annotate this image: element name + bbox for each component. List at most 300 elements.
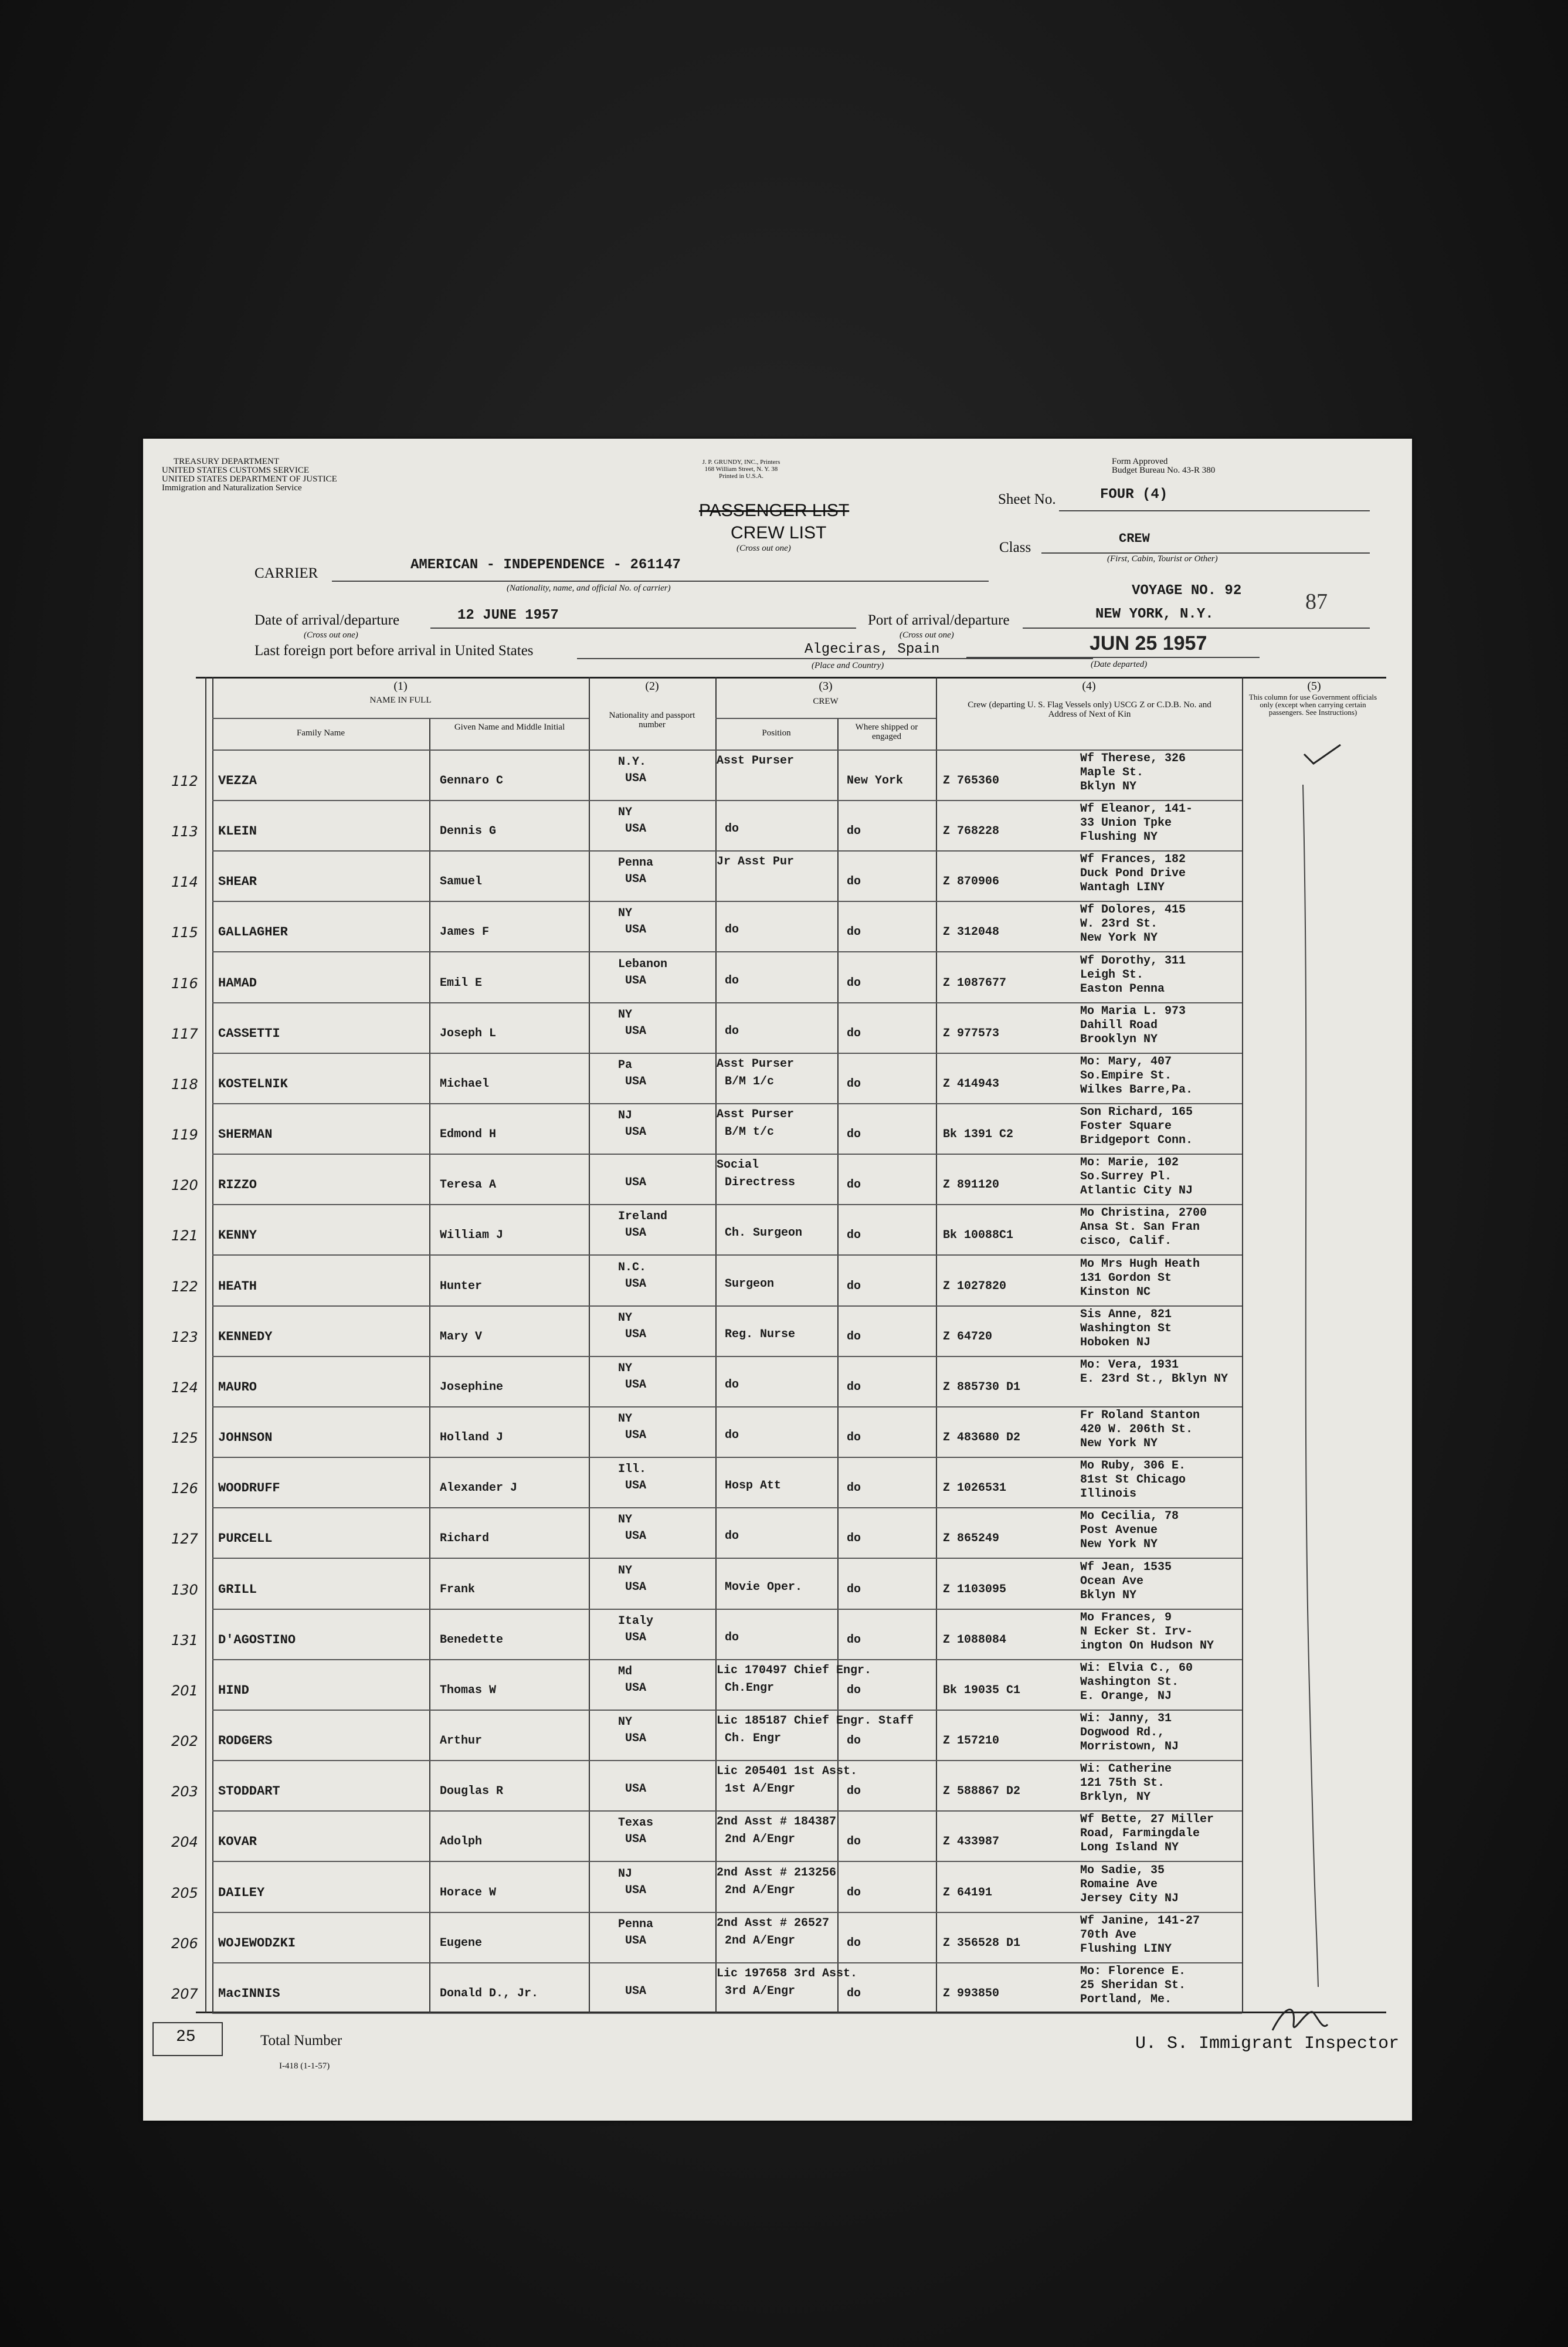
z-number: Z 993850 — [943, 1987, 1000, 2000]
kin-line2: Dahill Road — [1080, 1019, 1158, 1032]
kin-line1: Mo Ruby, 306 E. — [1080, 1459, 1186, 1473]
kin-line2: Washington St. — [1080, 1676, 1179, 1689]
position-line2: Directress — [725, 1176, 796, 1189]
z-number: Z 865249 — [943, 1532, 1000, 1545]
nationality: Texas — [618, 1816, 654, 1830]
carrier-value: AMERICAN - INDEPENDENCE - 261147 — [410, 557, 681, 573]
z-number: Z 765360 — [943, 774, 1000, 788]
position-line2: do — [725, 923, 739, 937]
col3-header: CREW — [813, 697, 839, 706]
shipped-at: do — [847, 1785, 861, 1798]
kin-line1: Wf Eleanor, 141- — [1080, 802, 1193, 816]
z-number: Z 1103095 — [943, 1583, 1007, 1596]
kin-line2: 81st St Chicago — [1080, 1473, 1186, 1487]
kin-line3: Brklyn, NY — [1080, 1790, 1151, 1804]
port-note: (Cross out one) — [900, 630, 954, 640]
position-line2: 3rd A/Engr — [725, 1985, 796, 1998]
family-name: GALLAGHER — [218, 925, 288, 940]
row-rule — [212, 951, 1242, 952]
col-rule — [837, 718, 839, 2013]
page-number: 87 — [1305, 589, 1328, 614]
shipped-at: do — [847, 1835, 861, 1849]
kin-line2: 121 75th St. — [1080, 1776, 1165, 1790]
z-number: Z 768228 — [943, 825, 1000, 838]
z-number: Z 870906 — [943, 875, 1000, 888]
z-number: Z 414943 — [943, 1077, 1000, 1091]
position-line2: Surgeon — [725, 1277, 775, 1291]
given-name: Samuel — [440, 875, 483, 888]
nationality: N.C. — [618, 1261, 647, 1274]
shipped-header: Where shipped or engaged — [855, 723, 918, 741]
line-number: 119 — [171, 1127, 198, 1143]
kin-line1: Wi: Elvia C., 60 — [1080, 1661, 1193, 1675]
nationality: Ill. — [618, 1463, 647, 1476]
nationality: NY — [618, 907, 633, 920]
nationality: NY — [618, 1564, 633, 1578]
kin-line1: Wf Janine, 141-27 — [1080, 1914, 1200, 1928]
nationality: Italy — [618, 1615, 654, 1628]
position-line1: 2nd Asst # 26527 — [717, 1917, 830, 1930]
z-number: Bk 1391 C2 — [943, 1128, 1014, 1141]
kin-line2: 33 Union Tpke — [1080, 816, 1172, 830]
kin-line3: Brooklyn NY — [1080, 1033, 1158, 1046]
given-name: Arthur — [440, 1734, 483, 1748]
given-name: Edmond H — [440, 1128, 497, 1141]
line-number: 115 — [171, 924, 198, 941]
kin-line2: N Ecker St. Irv- — [1080, 1625, 1193, 1639]
passport: USA — [625, 1732, 647, 1745]
margin-pencil-line — [1298, 785, 1333, 1987]
given-name: Alexander J — [440, 1481, 518, 1495]
line-number: 122 — [171, 1278, 198, 1295]
row-rule — [212, 1962, 1242, 1963]
z-number: Z 588867 D2 — [943, 1785, 1021, 1798]
kin-line1: Mo: Mary, 407 — [1080, 1055, 1172, 1069]
line-number: 120 — [171, 1177, 198, 1193]
shipped-at: do — [847, 1178, 861, 1192]
nationality: Penna — [618, 856, 654, 870]
line-number: 131 — [171, 1632, 198, 1649]
passport: USA — [625, 974, 647, 988]
line-number: 130 — [171, 1582, 198, 1598]
passport: USA — [625, 1782, 647, 1796]
line-number: 125 — [171, 1430, 198, 1446]
shipped-at: do — [847, 1381, 861, 1394]
position-line2: do — [725, 1631, 739, 1644]
kin-line1: Fr Roland Stanton — [1080, 1409, 1200, 1422]
z-number: Z 891120 — [943, 1178, 1000, 1192]
kin-line3: Flushing LINY — [1080, 1942, 1172, 1956]
line-number: 203 — [171, 1783, 198, 1800]
col2-number: (2) — [645, 680, 659, 693]
position-line2: do — [725, 1025, 739, 1038]
shipped-at: do — [847, 1633, 861, 1647]
stamp-line — [966, 657, 1260, 658]
passport: USA — [625, 1277, 647, 1291]
class-value: CREW — [1119, 531, 1150, 546]
col-rule — [1242, 677, 1243, 2013]
kin-line1: Wf Bette, 27 Miller — [1080, 1813, 1214, 1826]
nationality: Lebanon — [618, 958, 668, 971]
given-name: Mary V — [440, 1330, 483, 1344]
row-rule — [212, 1305, 1242, 1307]
kin-line1: Wf Jean, 1535 — [1080, 1561, 1172, 1574]
family-name: SHERMAN — [218, 1127, 273, 1142]
position-line2: B/M 1/c — [725, 1075, 775, 1088]
position-line1: Lic 205401 1st Asst. — [717, 1765, 858, 1778]
kin-line3: Bklyn NY — [1080, 780, 1137, 793]
kin-line3: Jersey City NJ — [1080, 1892, 1179, 1905]
kin-line3: Wantagh LINY — [1080, 881, 1165, 894]
header-bottom-rule — [212, 749, 1242, 751]
position-line2: 1st A/Engr — [725, 1782, 796, 1796]
col-rule — [936, 677, 937, 2013]
shipped-at: do — [847, 1987, 861, 2000]
passport: USA — [625, 1075, 647, 1088]
kin-line1: Mo Cecilia, 78 — [1080, 1510, 1179, 1523]
kin-line2: 70th Ave — [1080, 1928, 1137, 1942]
date-note: (Cross out one) — [304, 630, 358, 640]
list-title: CREW LIST — [731, 523, 827, 542]
shipped-at: do — [847, 1481, 861, 1495]
row-rule — [212, 1154, 1242, 1155]
passport: USA — [625, 873, 647, 886]
shipped-at: do — [847, 925, 861, 939]
passport: USA — [625, 1833, 647, 1846]
class-note: (First, Cabin, Tourist or Other) — [1107, 554, 1218, 564]
nationality: NJ — [618, 1867, 633, 1881]
agency-line: TREASURY DEPARTMENT — [173, 457, 280, 466]
z-number: Z 885730 D1 — [943, 1381, 1021, 1394]
line-number: 207 — [171, 1986, 198, 2002]
kin-line3: cisco, Calif. — [1080, 1234, 1172, 1248]
col5-number: (5) — [1307, 680, 1321, 693]
kin-line3: Illinois — [1080, 1487, 1137, 1501]
position-line2: Movie Oper. — [725, 1581, 803, 1594]
row-rule — [212, 1760, 1242, 1761]
agency-line: UNITED STATES DEPARTMENT OF JUSTICE — [162, 474, 337, 484]
shipped-at: do — [847, 1734, 861, 1748]
passport: USA — [625, 1529, 647, 1543]
given-name-header: Given Name and Middle Initial — [454, 723, 565, 732]
shipped-at: do — [847, 1229, 861, 1242]
port-value: NEW YORK, N.Y. — [1095, 606, 1214, 622]
line-number: 117 — [171, 1026, 198, 1042]
family-name: WOJEWODZKI — [218, 1936, 296, 1951]
shipped-at: do — [847, 1077, 861, 1091]
passport: USA — [625, 1479, 647, 1493]
passport: USA — [625, 1125, 647, 1139]
table-top-rule — [196, 677, 1386, 679]
line-number: 116 — [171, 975, 198, 992]
position-line1: Asst Purser — [717, 754, 795, 768]
line-number: 121 — [171, 1227, 198, 1244]
position-line1: Asst Purser — [717, 1057, 795, 1071]
row-rule — [212, 1002, 1242, 1003]
stamp-note: (Date departed) — [1091, 660, 1148, 669]
row-rule — [212, 1507, 1242, 1508]
shipped-at: do — [847, 1128, 861, 1141]
class-label: Class — [999, 540, 1031, 555]
kin-line1: Mo: Florence E. — [1080, 1965, 1186, 1978]
passport: USA — [625, 923, 647, 937]
crew-list-form — [143, 439, 1412, 2121]
z-number: Z 433987 — [943, 1835, 1000, 1849]
total-label: Total Number — [260, 2033, 342, 2048]
line-number: 127 — [171, 1531, 198, 1547]
kin-line2: Leigh St. — [1080, 968, 1144, 982]
position-line2: do — [725, 1378, 739, 1392]
kin-line3: Kinston NC — [1080, 1286, 1151, 1299]
position-line2: do — [725, 1429, 739, 1442]
nationality: NY — [618, 806, 633, 819]
kin-line2: Romaine Ave — [1080, 1878, 1158, 1891]
family-name: KLEIN — [218, 824, 257, 839]
shipped-at: do — [847, 976, 861, 990]
position-line1: Asst Purser — [717, 1108, 795, 1121]
family-name: JOHNSON — [218, 1430, 273, 1445]
family-name: CASSETTI — [218, 1026, 280, 1041]
line-number: 201 — [171, 1683, 198, 1699]
given-name: Horace W — [440, 1886, 497, 1900]
position-line2: do — [725, 1529, 739, 1543]
position-line2: Ch. Engr — [725, 1732, 782, 1745]
kin-line1: Wf Therese, 326 — [1080, 752, 1186, 765]
line-number: 112 — [171, 773, 198, 789]
col-rule — [715, 677, 717, 2013]
kin-line3: Hoboken NJ — [1080, 1336, 1151, 1349]
kin-line1: Wf Frances, 182 — [1080, 853, 1186, 866]
passport: USA — [625, 1378, 647, 1392]
row-rule — [212, 1710, 1242, 1711]
passport: USA — [625, 1631, 647, 1644]
col5-header: This column for use Government officials only (except when carrying certain passengers. See Instructions) — [1248, 693, 1377, 717]
shipped-at: do — [847, 875, 861, 888]
row-rule — [212, 1457, 1242, 1458]
sheet-value: FOUR (4) — [1100, 487, 1168, 503]
kin-line2: Maple St. — [1080, 766, 1144, 779]
position-line2: 2nd A/Engr — [725, 1833, 796, 1846]
kin-line2: Road, Farmingdale — [1080, 1827, 1200, 1840]
kin-line3: Bridgeport Conn. — [1080, 1134, 1193, 1147]
nationality: Md — [618, 1665, 633, 1678]
title-note: (Cross out one) — [737, 544, 791, 553]
form-number: I-418 (1-1-57) — [279, 2061, 330, 2071]
given-name: Benedette — [440, 1633, 504, 1647]
kin-line2: Washington St — [1080, 1322, 1172, 1335]
family-name: RODGERS — [218, 1734, 273, 1748]
kin-line1: Wi: Catherine — [1080, 1762, 1172, 1776]
given-name: Holland J — [440, 1431, 504, 1444]
kin-line3: New York NY — [1080, 1437, 1158, 1450]
position-line2: Hosp Att — [725, 1479, 782, 1493]
family-name: WOODRUFF — [218, 1481, 280, 1495]
kin-line1: Mo Frances, 9 — [1080, 1611, 1172, 1624]
passport: USA — [625, 1581, 647, 1594]
kin-line2: 420 W. 206th St. — [1080, 1423, 1193, 1436]
passport: USA — [625, 1884, 647, 1897]
kin-line2: Foster Square — [1080, 1120, 1172, 1133]
line-number: 205 — [171, 1885, 198, 1901]
col4-header: Crew (departing U. S. Flag Vessels only) USCG Z or C.D.B. No. and Address of Next of Kin — [968, 700, 1211, 719]
position-header: Position — [762, 728, 791, 738]
position-line1: 2nd Asst # 213256 — [717, 1866, 837, 1880]
row-rule — [212, 1861, 1242, 1862]
col-rule — [205, 677, 206, 2013]
z-number: Z 1087677 — [943, 976, 1007, 990]
row-rule — [212, 1204, 1242, 1205]
row-rule — [212, 800, 1242, 801]
kin-line2: Ansa St. San Fran — [1080, 1220, 1200, 1234]
printer-line: 168 William Street, N. Y. 38 — [704, 466, 778, 473]
given-name: James F — [440, 925, 490, 939]
family-name: HAMAD — [218, 976, 257, 991]
nationality: NY — [618, 1311, 633, 1325]
position-line1: Jr Asst Pur — [717, 855, 795, 869]
given-name: Eugene — [440, 1936, 483, 1950]
kin-line3: Atlantic City NJ — [1080, 1184, 1193, 1198]
row-rule — [212, 850, 1242, 852]
line-number: 204 — [171, 1834, 198, 1850]
given-name: Thomas W — [440, 1684, 497, 1697]
given-name: Donald D., Jr. — [440, 1987, 539, 2000]
row-rule — [212, 1356, 1242, 1357]
col3-number: (3) — [819, 680, 833, 693]
given-name: Joseph L — [440, 1027, 497, 1040]
printer-block — [683, 459, 800, 480]
z-number: Z 483680 D2 — [943, 1431, 1021, 1444]
total-value: 25 — [176, 2028, 196, 2046]
kin-line1: Mo Sadie, 35 — [1080, 1864, 1165, 1877]
kin-line2: So.Surrey Pl. — [1080, 1170, 1172, 1183]
position-line1: 2nd Asst # 184387 — [717, 1815, 837, 1829]
kin-line2: 25 Sheridan St. — [1080, 1979, 1186, 1992]
nationality: Penna — [618, 1918, 654, 1931]
agency-line: Immigration and Naturalization Service — [162, 483, 302, 493]
kin-line1: Wi: Janny, 31 — [1080, 1712, 1172, 1725]
kin-line3: Portland, Me. — [1080, 1993, 1172, 2006]
kin-line3: New York NY — [1080, 931, 1158, 945]
given-name: Teresa A — [440, 1178, 497, 1192]
given-name: Hunter — [440, 1280, 483, 1293]
line-number: 114 — [171, 874, 198, 890]
kin-line1: Mo: Marie, 102 — [1080, 1156, 1179, 1169]
passport: USA — [625, 1681, 647, 1695]
kin-line1: Mo Mrs Hugh Heath — [1080, 1257, 1200, 1271]
z-number: Z 64191 — [943, 1886, 993, 1900]
row-rule — [212, 1103, 1242, 1104]
kin-line2: 131 Gordon St — [1080, 1271, 1172, 1285]
inspector-label: U. S. Immigrant Inspector — [1135, 2034, 1400, 2054]
row-rule — [212, 1609, 1242, 1610]
position-line1: Lic 185187 Chief Engr. Staff — [717, 1714, 914, 1728]
nationality: NY — [618, 1412, 633, 1426]
family-name-header: Family Name — [296, 728, 345, 738]
line-number: 113 — [171, 823, 198, 840]
family-name: KENNY — [218, 1228, 257, 1243]
z-number: Z 1027820 — [943, 1280, 1007, 1293]
date-stamp: JUN 25 1957 — [1090, 632, 1207, 654]
kin-line1: Mo: Vera, 1931 — [1080, 1358, 1179, 1372]
kin-line1: Mo Christina, 2700 — [1080, 1206, 1207, 1220]
passport: USA — [625, 822, 647, 836]
passport: USA — [625, 772, 647, 785]
family-name: MacINNIS — [218, 1986, 280, 2001]
kin-line1: Sis Anne, 821 — [1080, 1308, 1172, 1321]
kin-line2: Post Avenue — [1080, 1524, 1158, 1537]
nationality: NY — [618, 1513, 633, 1527]
printer-line: Printed in U.S.A. — [718, 473, 764, 480]
passport: USA — [625, 1429, 647, 1442]
family-name: VEZZA — [218, 774, 257, 788]
shipped-at: do — [847, 1886, 861, 1900]
family-name: D'AGOSTINO — [218, 1633, 296, 1647]
line-number: 202 — [171, 1733, 198, 1749]
given-name: Josephine — [440, 1381, 504, 1394]
passport: USA — [625, 1328, 647, 1341]
voyage-value: VOYAGE NO. 92 — [1132, 583, 1242, 599]
row-rule — [212, 1659, 1242, 1660]
kin-line3: Morristown, NJ — [1080, 1740, 1179, 1754]
kin-line2: W. 23rd St. — [1080, 917, 1158, 931]
family-name: STODDART — [218, 1784, 280, 1799]
passport: USA — [625, 1985, 647, 1998]
nationality: Pa — [618, 1059, 633, 1072]
row-rule — [212, 2013, 1242, 2014]
position-line1: Social — [717, 1158, 759, 1172]
given-name: Frank — [440, 1583, 476, 1596]
kin-line1: Wf Dorothy, 311 — [1080, 954, 1186, 968]
line-number: 123 — [171, 1329, 198, 1345]
date-label: Date of arrival/departure — [254, 612, 400, 628]
passport: USA — [625, 1025, 647, 1038]
carrier-note: (Nationality, name, and official No. of carrier) — [507, 584, 671, 593]
given-name: Dennis G — [440, 825, 497, 838]
given-name: Douglas R — [440, 1785, 504, 1798]
z-number: Bk 10088C1 — [943, 1229, 1014, 1242]
z-number: Z 157210 — [943, 1734, 1000, 1748]
carrier-label: CARRIER — [254, 565, 318, 581]
given-name: Richard — [440, 1532, 490, 1545]
last-port-note: (Place and Country) — [812, 661, 884, 670]
row-rule — [212, 1053, 1242, 1054]
given-name: Gennaro C — [440, 774, 504, 788]
row-rule — [212, 1912, 1242, 1913]
col-rule — [212, 677, 213, 2013]
nationality: NJ — [618, 1109, 633, 1122]
z-number: Z 64720 — [943, 1330, 993, 1344]
line-number: 126 — [171, 1480, 198, 1497]
z-number: Bk 19035 C1 — [943, 1684, 1021, 1697]
position-line2: do — [725, 822, 739, 836]
passport: USA — [625, 1934, 647, 1948]
line-number: 124 — [171, 1379, 198, 1396]
kin-line3: Long Island NY — [1080, 1841, 1179, 1854]
shipped-at: New York — [847, 774, 904, 788]
subheader-rule — [212, 718, 589, 719]
row-rule — [212, 1810, 1242, 1812]
shipped-at: do — [847, 1684, 861, 1697]
col1-header: NAME IN FULL — [369, 696, 432, 705]
family-name: DAILEY — [218, 1885, 265, 1900]
given-name: William J — [440, 1229, 504, 1242]
sheet-label: Sheet No. — [998, 491, 1056, 507]
position-line1: Lic 170497 Chief Engr. — [717, 1664, 872, 1677]
col2-header: Nationality and passport number — [609, 711, 695, 730]
port-label: Port of arrival/departure — [868, 612, 1010, 628]
col4-number: (4) — [1082, 680, 1096, 693]
family-name: KOSTELNIK — [218, 1077, 288, 1091]
